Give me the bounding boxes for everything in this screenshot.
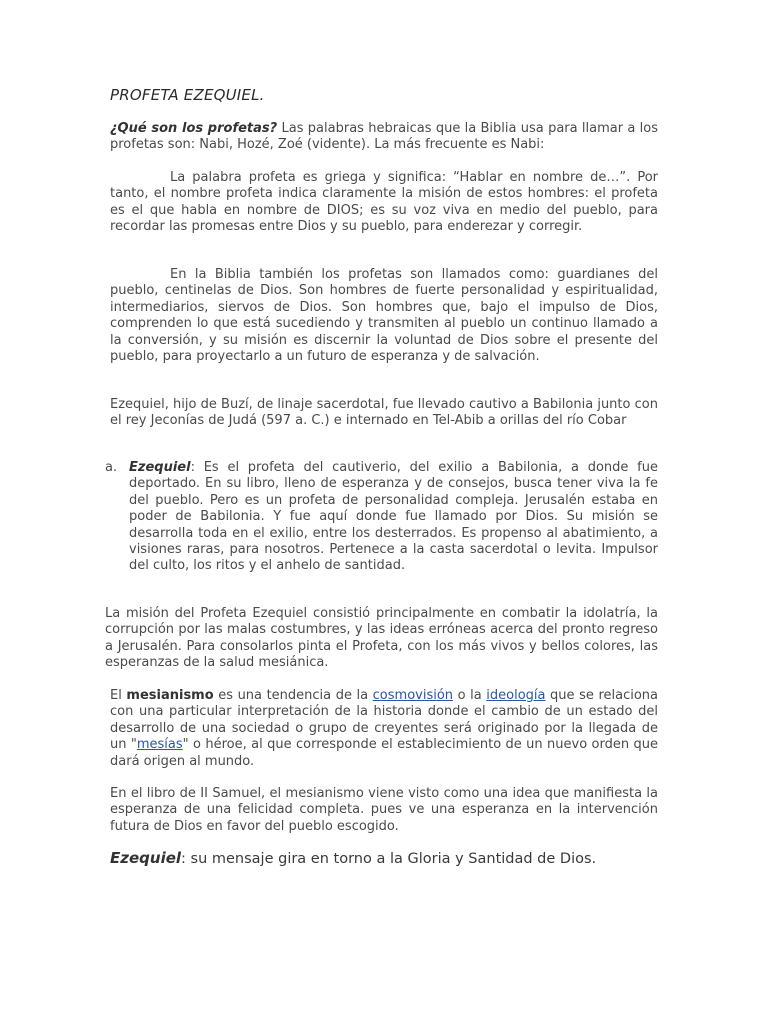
final-lead: Ezequiel: [110, 849, 182, 867]
list-item-lead: Ezequiel: [129, 460, 191, 475]
paragraph-ezequiel-bio: Ezequiel, hijo de Buzí, de linaje sacerdotal, fue llevado cautivo a Babilonia junto con el rey Jeconías de Judá (597 a. C.) e internado en Tel-Abib a orillas del río Cobar: [110, 397, 658, 429]
text-segment: que se relaciona con una particular interpretación de la historia donde el cambio de un estado del desarrollo de una sociedad o grupo de creyentes será originado por la llegada de un ": [110, 688, 658, 753]
paragraph-samuel: En el libro de II Samuel, el mesianismo viene visto como una idea que manifiesta la esperanza de una felicidad completa. pues ve una esperanza en la intervención futura de Dios en favor del pueblo escogido.: [110, 786, 658, 834]
paragraph-mensaje: [110, 849, 670, 868]
paragraph-text: Las palabras hebraicas que la Biblia usa para llamar a los profetas son: Nabi, Hozé, Zoé (vidente). La más frecuente es Nabi:: [110, 121, 658, 153]
list-item-body: [129, 460, 658, 575]
paragraph-mision: La misión del Profeta Ezequiel consistió principalmente en combatir la idolatría, la corrupción por las malas costumbres, y las ideas erróneas acerca del pronto regreso a Jerusalén. Para consolarlos pinta el Profeta, con los más vivos y bellos colores, las esperanzas de la salud mesiánica.: [105, 606, 658, 671]
link-cosmovision[interactable]: cosmovisión: [372, 688, 454, 703]
paragraph-lead: ¿Qué son los profetas?: [110, 121, 278, 136]
paragraph-guardianes: [110, 267, 658, 365]
link-ideologia[interactable]: ideología: [486, 688, 546, 703]
term-mesianismo: mesianismo: [126, 688, 214, 703]
paragraph-text: La palabra profeta es griega y significa: “Hablar en nombre de…”. Por tanto, el nombre profeta indica claramente la misión de estos hombres: el profeta es el que habla en nombre de DIOS; es su voz viva en medio del pueblo, para recordar las promesas entre Dios y su pueblo, para enderezar y corregir.: [110, 170, 658, 235]
final-text: : su mensaje gira en torno a la Gloria y Santidad de Dios.: [181, 851, 597, 867]
link-mesias[interactable]: mesías: [136, 737, 183, 753]
paragraph-text: En la Biblia también los profetas son llamados como: guardianes del pueblo, centinelas de Dios. Son hombres de fuerte personalidad y espiritualidad, intermediarios, siervos de Dios. Son hombres que, bajo el impulso de Dios, comprenden lo que está sucediendo y transmiten al pueblo un continuo llamado a la conversión, y su misión es discernir la voluntad de Dios sobre el presente del pueblo, para proyectarlo a un futuro de esperanza y de salvación.: [110, 267, 658, 365]
paragraph-profetas-intro: [110, 121, 658, 154]
text-segment: es una tendencia de la: [213, 688, 373, 703]
list-item-ezequiel: [105, 460, 658, 575]
list-marker: a.: [105, 460, 118, 475]
text-segment: El: [110, 688, 127, 703]
list-item-text: : Es el profeta del cautiverio, del exilio a Babilonia, a donde fue deportado. En su libro, lleno de esperanza y de consejos, busca tener viva la fe del pueblo. Pero es un profeta de personalidad compleja. Jerusalén estaba en poder de Babilonia. Y fue aquí donde fue llamado por Dios. Su misión se desarrolla toda en el exilio, entre los desterrados. Es propenso al abatimiento, a visiones raras, para nosotros. Pertenece a la casta sacerdotal o levita. Impulsor del culto, los ritos y el anhelo de santidad.: [129, 460, 658, 574]
paragraph-profeta-meaning: [110, 170, 658, 236]
text-segment: o la: [453, 688, 487, 703]
document-title: PROFETA EZEQUIEL.: [110, 86, 265, 104]
text-segment: " o héroe, al que corresponde el establecimiento de un nuevo orden que dará origen al mundo.: [110, 737, 658, 769]
paragraph-mesianismo: [110, 688, 658, 770]
